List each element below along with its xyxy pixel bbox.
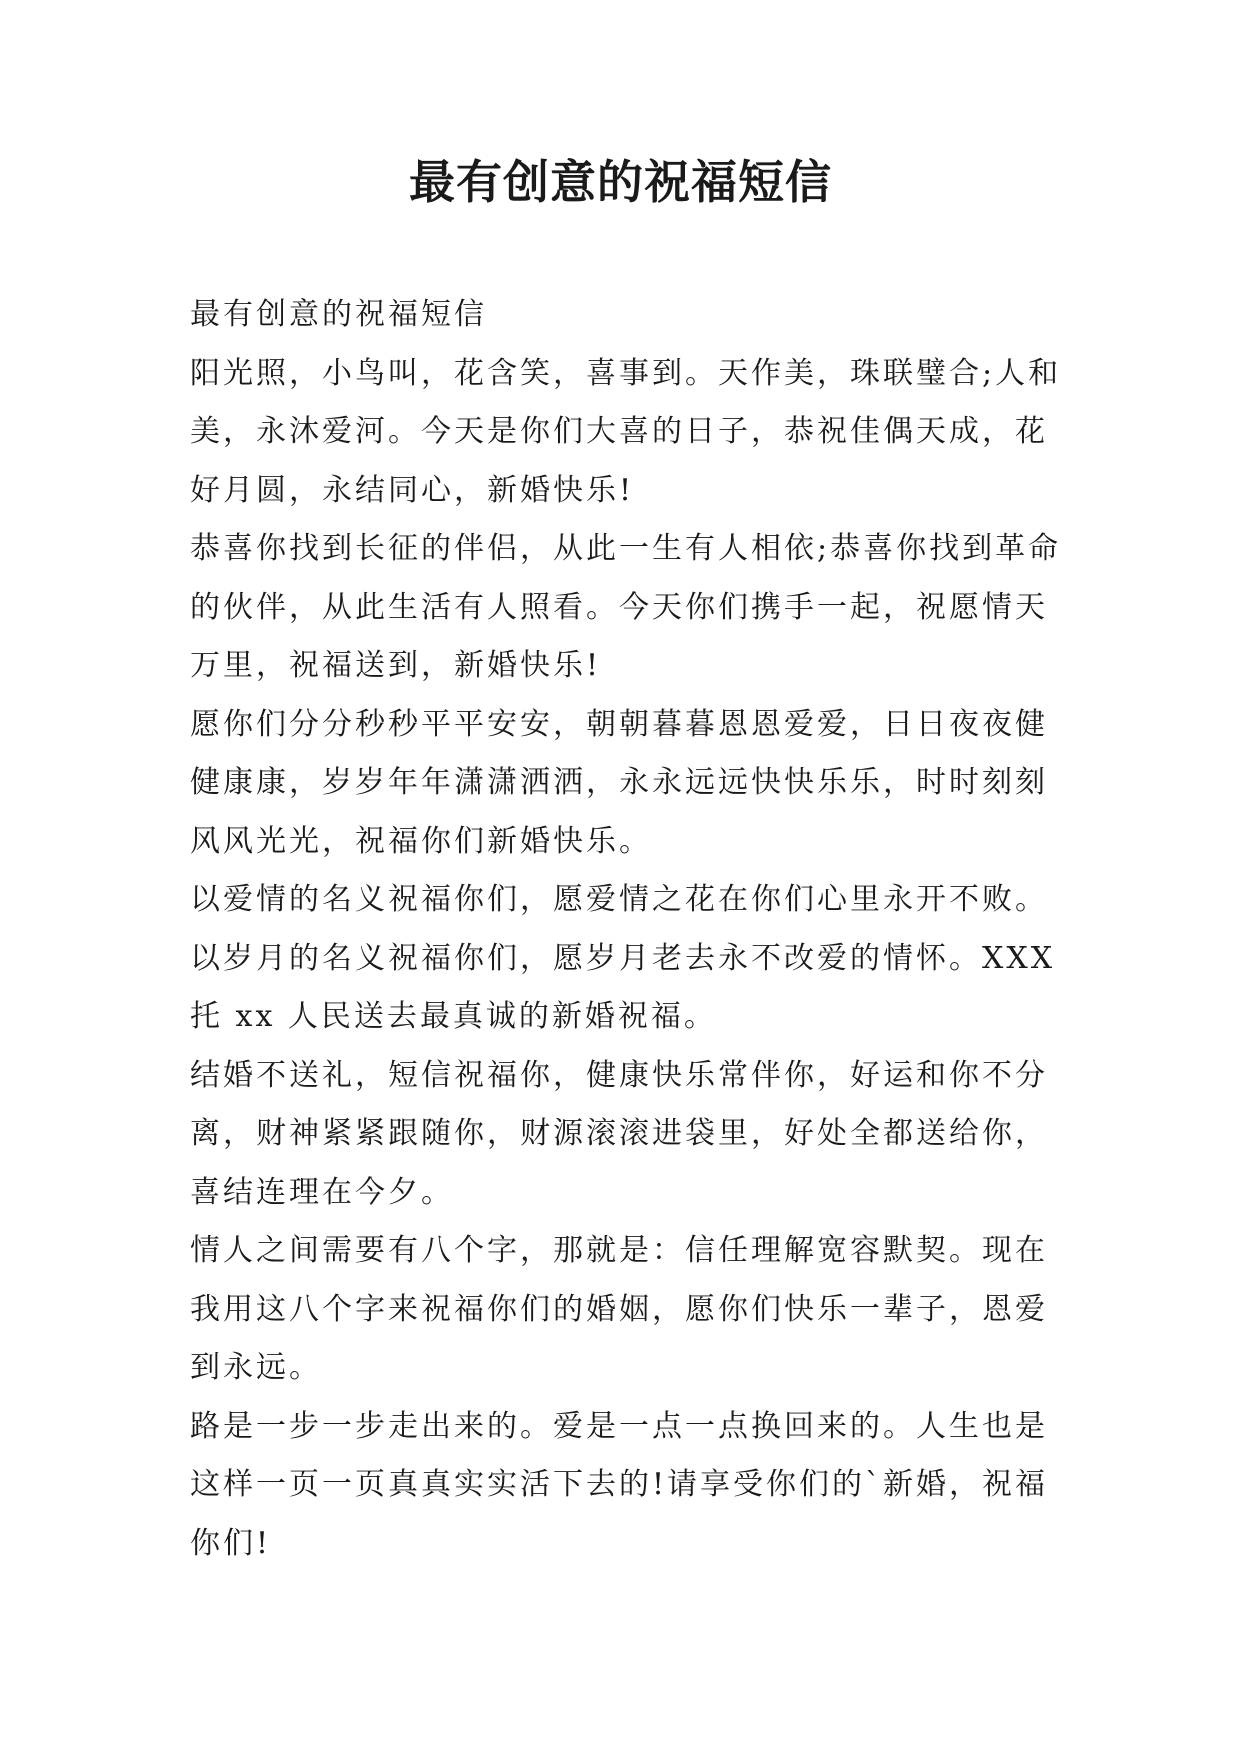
document-body xyxy=(190,286,1070,1573)
document-title: 最有创意的祝福短信 xyxy=(409,155,832,209)
paragraph: 结婚不送礼，短信祝福你，健康快乐常伴你，好运和你不分离，财神紧紧跟随你，财源滚滚进袋里，好处全都送给你，喜结连理在今夕。 xyxy=(190,1057,1048,1210)
paragraph: 恭喜你找到长征的伴侣，从此一生有人相依;恭喜你找到革命的伙伴，从此生活有人照看。今天你们携手一起，祝愿情天万里，祝福送到，新婚快乐! xyxy=(190,531,1062,683)
paragraph: 路是一步一步走出来的。爱是一点一点换回来的。人生也是这样一页一页真真实实活下去的!请享受你们的`新婚，祝福你们! xyxy=(190,1408,1049,1561)
paragraph-subtitle: 最有创意的祝福短信 xyxy=(190,297,487,332)
paragraph: 以爱情的名义祝福你们，愿爱情之花在你们心里永开不败。以岁月的名义祝福你们，愿岁月老去永不改爱的情怀。XXX 托 xx 人民送去最真诚的新婚祝福。 xyxy=(190,882,1056,1034)
paragraph: 愿你们分分秒秒平平安安，朝朝暮暮恩恩爱爱，日日夜夜健健康康，岁岁年年潇潇洒洒，永永远远快快乐乐，时时刻刻风风光光，祝福你们新婚快乐。 xyxy=(190,706,1048,859)
paragraph: 情人之间需要有八个字，那就是：信任理解宽容默契。现在我用这八个字来祝福你们的婚姻，愿你们快乐一辈子，恩爱到永远。 xyxy=(190,1233,1048,1385)
paragraph: 阳光照，小鸟叫，花含笑，喜事到。天作美，珠联璧合;人和美，永沐爱河。今天是你们大喜的日子，恭祝佳偶天成，花好月圆，永结同心，新婚快乐! xyxy=(190,355,1062,508)
